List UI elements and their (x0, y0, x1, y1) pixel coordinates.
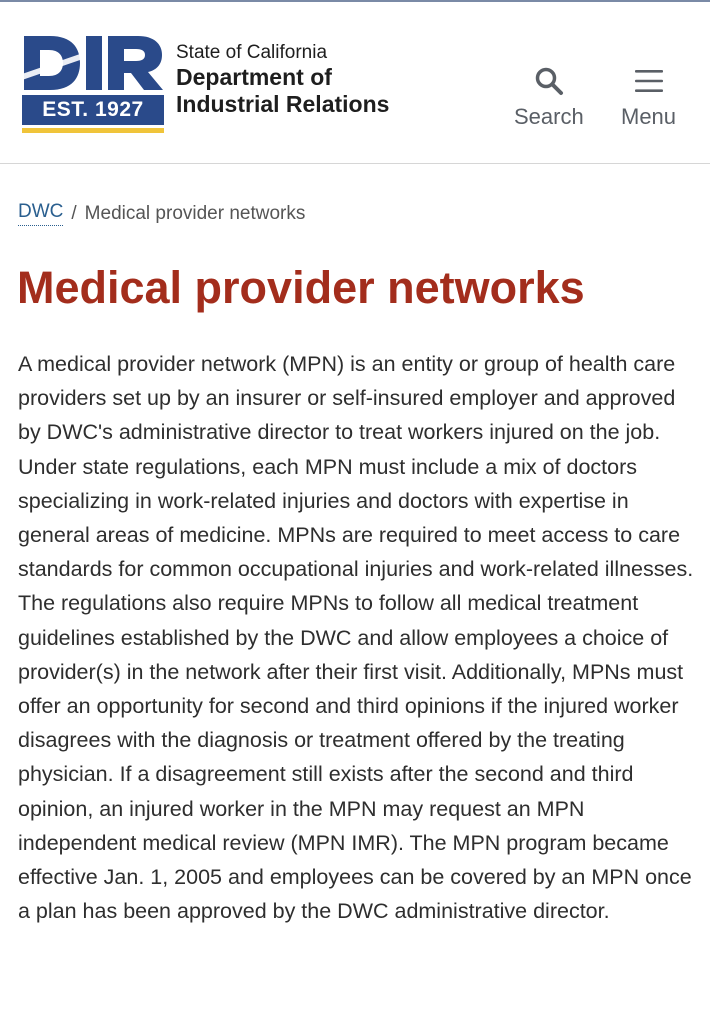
dir-logo-mark (22, 34, 164, 92)
org-dept-line1: Department of (176, 64, 332, 91)
breadcrumb (18, 201, 305, 226)
intro-paragraph: A medical provider network (MPN) is an entity or group of health care providers set up by an insurer or self-insured employer and approved by DWC's administrative director to treat workers injured on the job. Under state regulations, each MPN must include a mix of doctors specializing in work-related injuries and doctors with expertise in general areas of medicine. MPNs are required to meet access to care standards for common occupational injuries and work-related illnesses. The regulations also require MPNs to follow all medical treatment guidelines established by the DWC and allow employees a choice of provider(s) in the network after their first visit. Additionally, MPNs must offer an opportunity for second and third opinions if the injured worker disagrees with the diagnosis or treatment offered by the treating physician. If a disagreement still exists after the second and third opinion, an injured worker in the MPN may request an MPN independent medical review (MPN IMR). The MPN program became effective Jan. 1, 2005 and employees can be covered by an MPN once a plan has been approved by the DWC administrative director. (18, 352, 694, 924)
hamburger-menu-icon (633, 64, 665, 98)
search-icon (534, 64, 564, 98)
page-title: Medical provider networks (17, 262, 585, 313)
breadcrumb-link-dwc[interactable]: DWC (18, 201, 63, 226)
breadcrumb-current: Medical provider networks (84, 202, 306, 224)
dir-logo[interactable] (22, 34, 164, 134)
menu-button[interactable] (621, 64, 676, 130)
org-state: State of California (176, 42, 328, 63)
est-badge: EST. 1927 (22, 95, 164, 125)
search-button[interactable] (514, 64, 584, 130)
breadcrumb-separator: / (71, 202, 77, 224)
org-name[interactable] (176, 42, 389, 117)
search-label: Search (514, 104, 584, 129)
menu-label: Menu (621, 104, 677, 129)
site-header (0, 2, 710, 164)
logo-gold-bar (22, 128, 164, 133)
org-dept-line2: Industrial Relations (176, 90, 390, 117)
